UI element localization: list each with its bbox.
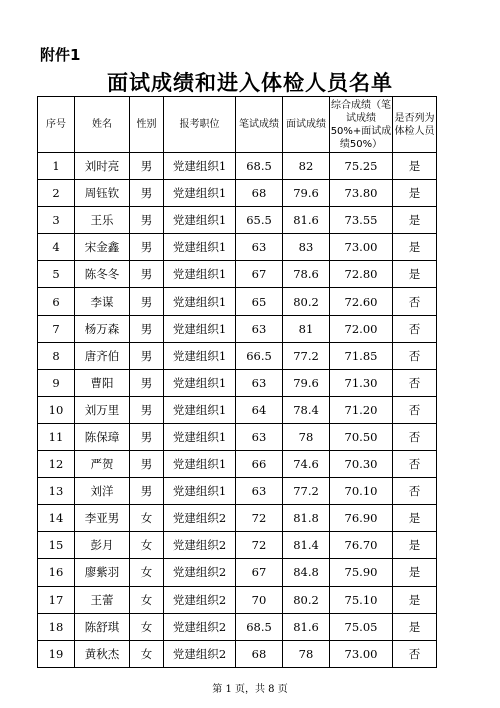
table-row (38, 261, 437, 288)
cell-name: 周钰钦 (75, 180, 130, 207)
cell-name: 李谋 (75, 288, 130, 315)
cell-written: 63 (236, 478, 283, 505)
cell-physical: 是 (393, 207, 437, 234)
cell-position: 党建组织2 (164, 532, 236, 559)
cell-written: 67 (236, 261, 283, 288)
cell-position: 党建组织1 (164, 153, 236, 180)
cell-gender: 男 (130, 207, 164, 234)
cell-physical: 否 (393, 478, 437, 505)
cell-no: 12 (38, 451, 75, 478)
cell-total: 70.50 (330, 423, 393, 450)
cell-total: 76.90 (330, 505, 393, 532)
cell-no: 3 (38, 207, 75, 234)
table-row (38, 342, 437, 369)
cell-position: 党建组织1 (164, 451, 236, 478)
cell-name: 王蕾 (75, 586, 130, 613)
cell-total: 76.70 (330, 532, 393, 559)
cell-total: 72.80 (330, 261, 393, 288)
cell-written: 63 (236, 234, 283, 261)
cell-physical: 否 (393, 640, 437, 667)
cell-gender: 男 (130, 369, 164, 396)
cell-written: 67 (236, 559, 283, 586)
cell-written: 68 (236, 180, 283, 207)
cell-no: 5 (38, 261, 75, 288)
cell-total: 70.10 (330, 478, 393, 505)
cell-total: 71.20 (330, 396, 393, 423)
page-footer: 第 1 页，共 8 页 (212, 684, 288, 695)
cell-interview: 78.4 (283, 396, 330, 423)
table-row (38, 396, 437, 423)
cell-interview: 84.8 (283, 559, 330, 586)
cell-physical: 是 (393, 559, 437, 586)
cell-gender: 男 (130, 451, 164, 478)
cell-gender: 女 (130, 505, 164, 532)
cell-interview: 78 (283, 640, 330, 667)
cell-interview: 82 (283, 153, 330, 180)
cell-name: 陈冬冬 (75, 261, 130, 288)
cell-written: 72 (236, 532, 283, 559)
cell-interview: 83 (283, 234, 330, 261)
cell-written: 65.5 (236, 207, 283, 234)
cell-interview: 81.6 (283, 207, 330, 234)
cell-no: 13 (38, 478, 75, 505)
cell-position: 党建组织2 (164, 640, 236, 667)
cell-position: 党建组织1 (164, 180, 236, 207)
cell-written: 66.5 (236, 342, 283, 369)
cell-no: 16 (38, 559, 75, 586)
cell-physical: 是 (393, 153, 437, 180)
cell-written: 63 (236, 423, 283, 450)
cell-name: 李亚男 (75, 505, 130, 532)
cell-gender: 男 (130, 180, 164, 207)
cell-physical: 否 (393, 369, 437, 396)
cell-gender: 男 (130, 423, 164, 450)
cell-interview: 81.8 (283, 505, 330, 532)
header-position: 报考职位 (164, 97, 236, 153)
cell-total: 73.80 (330, 180, 393, 207)
cell-gender: 男 (130, 315, 164, 342)
cell-physical: 是 (393, 234, 437, 261)
cell-gender: 女 (130, 586, 164, 613)
header-interview: 面试成绩 (283, 97, 330, 153)
cell-gender: 男 (130, 342, 164, 369)
cell-name: 彭月 (75, 532, 130, 559)
cell-written: 68.5 (236, 613, 283, 640)
cell-position: 党建组织1 (164, 207, 236, 234)
cell-total: 73.00 (330, 640, 393, 667)
cell-no: 6 (38, 288, 75, 315)
table-row (38, 586, 437, 613)
cell-interview: 81.4 (283, 532, 330, 559)
cell-written: 66 (236, 451, 283, 478)
cell-position: 党建组织1 (164, 369, 236, 396)
cell-no: 8 (38, 342, 75, 369)
cell-name: 刘洋 (75, 478, 130, 505)
cell-total: 72.60 (330, 288, 393, 315)
cell-gender: 男 (130, 396, 164, 423)
cell-gender: 男 (130, 261, 164, 288)
header-no: 序号 (38, 97, 75, 153)
table-row (38, 180, 437, 207)
cell-position: 党建组织2 (164, 586, 236, 613)
header-gender: 性别 (130, 97, 164, 153)
table-row (38, 369, 437, 396)
cell-position: 党建组织2 (164, 613, 236, 640)
cell-no: 11 (38, 423, 75, 450)
cell-written: 64 (236, 396, 283, 423)
cell-physical: 是 (393, 505, 437, 532)
cell-total: 70.30 (330, 451, 393, 478)
cell-interview: 77.2 (283, 342, 330, 369)
cell-interview: 77.2 (283, 478, 330, 505)
cell-no: 7 (38, 315, 75, 342)
cell-physical: 是 (393, 180, 437, 207)
cell-interview: 79.6 (283, 369, 330, 396)
cell-name: 王乐 (75, 207, 130, 234)
cell-interview: 81.6 (283, 613, 330, 640)
cell-total: 75.05 (330, 613, 393, 640)
table-row (38, 234, 437, 261)
cell-no: 15 (38, 532, 75, 559)
cell-total: 75.25 (330, 153, 393, 180)
table-row (38, 451, 437, 478)
table-row (38, 559, 437, 586)
cell-gender: 女 (130, 532, 164, 559)
table-row (38, 613, 437, 640)
table-row (38, 315, 437, 342)
cell-physical: 是 (393, 586, 437, 613)
cell-no: 17 (38, 586, 75, 613)
cell-physical: 否 (393, 315, 437, 342)
cell-name: 宋金鑫 (75, 234, 130, 261)
cell-total: 71.30 (330, 369, 393, 396)
table-row (38, 478, 437, 505)
cell-name: 唐齐伯 (75, 342, 130, 369)
cell-written: 68 (236, 640, 283, 667)
table-row (38, 207, 437, 234)
cell-physical: 否 (393, 396, 437, 423)
cell-total: 73.55 (330, 207, 393, 234)
cell-name: 曹阳 (75, 369, 130, 396)
table-row (38, 640, 437, 667)
cell-no: 14 (38, 505, 75, 532)
page-title: 面试成绩和进入体检人员名单 (107, 70, 393, 95)
cell-name: 黄秋杰 (75, 640, 130, 667)
cell-written: 70 (236, 586, 283, 613)
cell-position: 党建组织1 (164, 288, 236, 315)
cell-total: 72.00 (330, 315, 393, 342)
cell-interview: 80.2 (283, 288, 330, 315)
cell-name: 刘时亮 (75, 153, 130, 180)
cell-interview: 74.6 (283, 451, 330, 478)
header-written: 笔试成绩 (236, 97, 283, 153)
cell-position: 党建组织1 (164, 315, 236, 342)
cell-name: 杨万森 (75, 315, 130, 342)
table-row (38, 423, 437, 450)
cell-name: 陈保璋 (75, 423, 130, 450)
cell-interview: 80.2 (283, 586, 330, 613)
cell-no: 19 (38, 640, 75, 667)
cell-name: 严贺 (75, 451, 130, 478)
cell-position: 党建组织1 (164, 478, 236, 505)
table-row (38, 532, 437, 559)
cell-no: 1 (38, 153, 75, 180)
cell-interview: 79.6 (283, 180, 330, 207)
cell-no: 10 (38, 396, 75, 423)
header-name: 姓名 (75, 97, 130, 153)
cell-gender: 男 (130, 288, 164, 315)
table-row (38, 505, 437, 532)
cell-physical: 是 (393, 613, 437, 640)
cell-no: 9 (38, 369, 75, 396)
cell-physical: 否 (393, 451, 437, 478)
cell-gender: 女 (130, 559, 164, 586)
cell-total: 75.10 (330, 586, 393, 613)
table-row (38, 153, 437, 180)
cell-written: 63 (236, 369, 283, 396)
cell-position: 党建组织2 (164, 505, 236, 532)
cell-name: 廖紫羽 (75, 559, 130, 586)
cell-gender: 男 (130, 234, 164, 261)
cell-written: 72 (236, 505, 283, 532)
cell-gender: 男 (130, 478, 164, 505)
cell-gender: 男 (130, 153, 164, 180)
cell-physical: 是 (393, 532, 437, 559)
cell-no: 2 (38, 180, 75, 207)
header-total: 综合成绩（笔试成绩50%+面试成绩50%） (330, 97, 393, 153)
header-physical: 是否列为体检人员 (393, 97, 437, 153)
cell-no: 4 (38, 234, 75, 261)
attachment-label: 附件1 (40, 46, 81, 64)
cell-physical: 否 (393, 423, 437, 450)
cell-physical: 否 (393, 342, 437, 369)
cell-written: 68.5 (236, 153, 283, 180)
cell-written: 63 (236, 315, 283, 342)
cell-position: 党建组织2 (164, 559, 236, 586)
cell-total: 71.85 (330, 342, 393, 369)
cell-name: 刘万里 (75, 396, 130, 423)
cell-physical: 是 (393, 261, 437, 288)
table-body (38, 153, 437, 668)
cell-position: 党建组织1 (164, 342, 236, 369)
cell-interview: 81 (283, 315, 330, 342)
candidate-table (37, 96, 437, 668)
cell-position: 党建组织1 (164, 261, 236, 288)
table-header-row (38, 97, 437, 153)
cell-physical: 否 (393, 288, 437, 315)
cell-no: 18 (38, 613, 75, 640)
cell-position: 党建组织1 (164, 396, 236, 423)
cell-name: 陈舒琪 (75, 613, 130, 640)
cell-interview: 78 (283, 423, 330, 450)
cell-total: 75.90 (330, 559, 393, 586)
cell-written: 65 (236, 288, 283, 315)
table-row (38, 288, 437, 315)
cell-gender: 女 (130, 640, 164, 667)
cell-position: 党建组织1 (164, 234, 236, 261)
cell-interview: 78.6 (283, 261, 330, 288)
cell-total: 73.00 (330, 234, 393, 261)
cell-position: 党建组织1 (164, 423, 236, 450)
cell-gender: 女 (130, 613, 164, 640)
